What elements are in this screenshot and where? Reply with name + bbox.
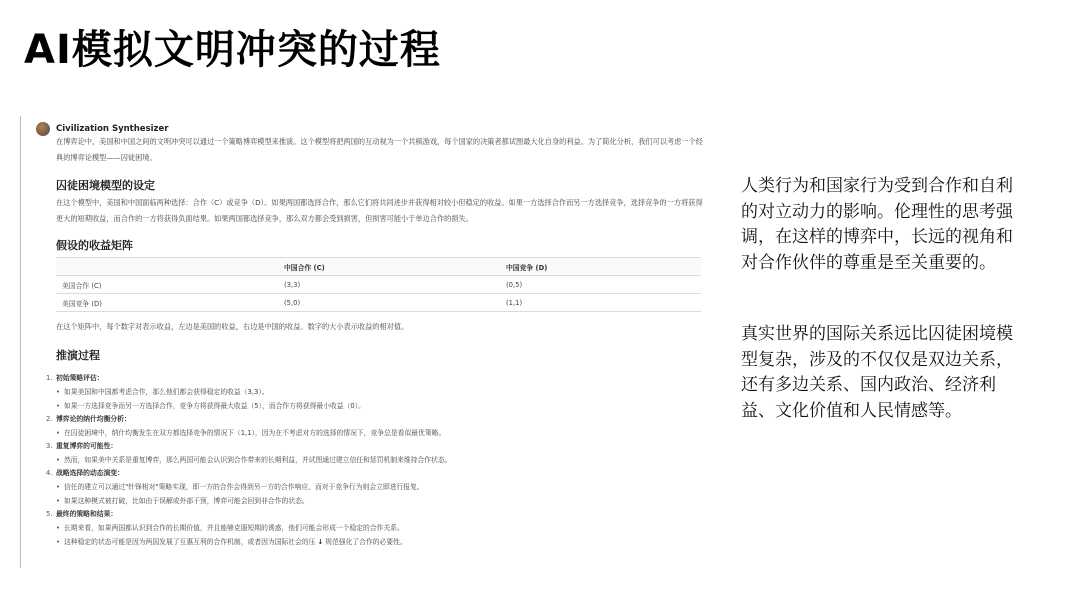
table-cell: (5,0) (278, 294, 500, 312)
step-number: 5. (46, 510, 53, 518)
process-steps (46, 372, 706, 549)
table-header-row (56, 258, 701, 276)
chat-screenshot (20, 110, 720, 570)
list-item (46, 508, 706, 549)
section-title-process: 推演过程 (56, 349, 100, 362)
table-cell: (3,3) (278, 276, 500, 294)
step-number: 4. (46, 469, 53, 477)
bullet-text: 规范强化了合作的必要性。 (325, 538, 407, 546)
step-number: 3. (46, 442, 53, 450)
bullet-item: • 在囚徒困境中，纳什均衡发生在双方都选择竞争的情况下（1,1），因为在不考虑对方的选择的情况下，竞争总是看似最优策略。 (46, 426, 706, 440)
list-item (46, 440, 706, 467)
table-cell: (1,1) (500, 294, 701, 312)
table-cell: (0,5) (500, 276, 701, 294)
matrix-note: 在这个矩阵中，每个数字对表示收益，左边是美国的收益，右边是中国的收益。数字的大小表示收益的相对值。 (56, 322, 409, 331)
step-number: 2. (46, 415, 53, 423)
list-item (46, 413, 706, 440)
list-item (46, 372, 706, 413)
intro-paragraph: 在博弈论中，美国和中国之间的文明冲突可以通过一个策略博弈模型来推演。这个模型将把两国的互动视为一个共棋游戏，每个国家的决策者都试图最大化自身的利益。为了简化分析，我们可以考虑一个经典的博弈论模型——囚徒困境。 (56, 137, 703, 162)
bullet-item: • 如果这种模式被打破，比如由于误解或外部干预，博弈可能会回到非合作的状态。 (46, 494, 706, 508)
step-title: 初始策略评估： (56, 374, 104, 382)
table-header-cell: 中国竞争 (D) (500, 258, 701, 276)
slide-title: AI模拟文明冲突的过程 (24, 27, 441, 73)
avatar (36, 122, 50, 136)
bullet-item: • 信任的建立可以通过"针锋相对"策略实现，即一方的合作会得到另一方的合作响应，而对于竞争行为则会立即进行报复。 (46, 480, 706, 494)
step-title: 战略选择的动态演变： (56, 469, 124, 477)
bullet-item: • 如果一方选择竞争而另一方选择合作，竞争方将获得最大收益（5），而合作方将获得最小收益（0）。 (46, 399, 706, 413)
table-header-cell (56, 258, 278, 276)
list-item (46, 467, 706, 508)
left-divider (20, 116, 21, 568)
section-title-matrix: 假设的收益矩阵 (56, 239, 133, 252)
scroll-down-arrow-icon[interactable]: ↓ (317, 538, 324, 546)
table-header-cell: 中国合作 (C) (278, 258, 500, 276)
payoff-matrix-table (56, 257, 701, 312)
section-title-model: 囚徒困境模型的设定 (56, 179, 155, 192)
step-title: 博弈论的纳什均衡分析： (56, 415, 131, 423)
bullet-item: • 长期来看，如果两国都认识到合作的长期价值，并且能够克服短期的诱惑，他们可能会形成一个稳定的合作关系。 (46, 521, 706, 535)
commentary-paragraph-1: 人类行为和国家行为受到合作和自利的对立动力的影响。伦理性的思考强调，在这样的博弈中，长远的视角和对合作伙伴的尊重是至关重要的。 (741, 176, 1013, 273)
bullet-item: • 然而，如果美中关系是重复博弈，那么两国可能会认识到合作带来的长期利益，并试图通过建立信任和惩罚机制来维持合作状态。 (46, 453, 706, 467)
commentary-paragraph-2: 真实世界的国际关系远比囚徒困境模型复杂，涉及的不仅仅是双边关系，还有多边关系、国内政治、经济利益、文化价值和人民情感等。 (741, 324, 1013, 421)
bullet-item (46, 535, 706, 549)
bullet-text: 这种稳定的状态可能是因为两国发展了互惠互利的合作机制，或者因为国际社会的压 (64, 538, 316, 546)
step-title: 重复博弈的可能性： (56, 442, 118, 450)
step-title: 最终的策略和结果： (56, 510, 118, 518)
model-paragraph: 在这个模型中，美国和中国面临两种选择：合作（C）或竞争（D）。如果两国都选择合作，那么它们将共同进步并获得相对较小但稳定的收益。如果一方选择合作而另一方选择竞争，选择竞争的一方将获得更大的短期收益，而合作的一方将获得负面结果。如果两国都选择竞争，那么双方都会受到损害，但损害可能小于单边合作的损失。 (56, 198, 703, 223)
table-cell: 美国合作 (C) (56, 276, 278, 294)
step-number: 1. (46, 374, 53, 382)
table-row (56, 294, 701, 312)
table-row (56, 276, 701, 294)
bullet-item: • 如果美国和中国都考虑合作，那么他们都会获得稳定的收益（3,3）。 (46, 385, 706, 399)
bot-name: Civilization Synthesizer (56, 124, 169, 134)
table-cell: 美国竞争 (D) (56, 294, 278, 312)
